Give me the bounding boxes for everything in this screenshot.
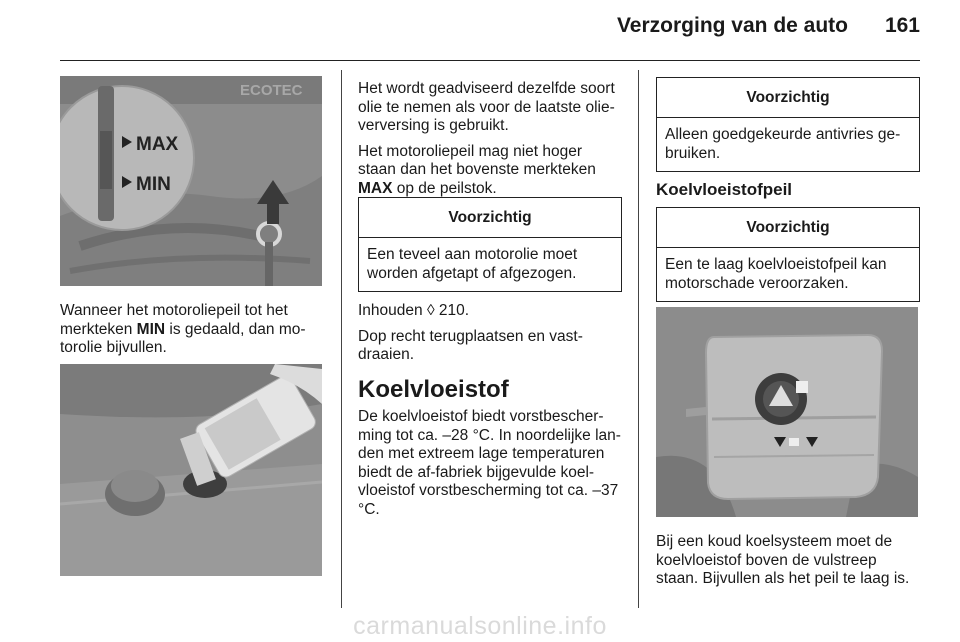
section-heading-coolant: Koelvloeistof bbox=[358, 376, 509, 403]
column-2-text-mid bbox=[358, 302, 622, 372]
section-heading-coolant-level: Koelvloeistofpeil bbox=[656, 180, 793, 199]
page-header-title: Verzorging van de auto bbox=[616, 14, 848, 37]
cap-replace-paragraph: Dop recht terugplaatsen en vast-draaien. bbox=[358, 327, 583, 363]
coolant-reservoir-illustration bbox=[656, 307, 918, 517]
engine-cover-text: ECOTEC bbox=[240, 82, 303, 99]
dipstick-illustration bbox=[60, 76, 322, 286]
caution-body: Een teveel aan motorolie moet worden afgetapt of afgezogen. bbox=[367, 246, 578, 282]
caution-box-coolant-level bbox=[656, 207, 920, 302]
caution-box-antifreeze bbox=[656, 77, 920, 172]
page-number: 161 bbox=[884, 14, 920, 37]
caution-title: Voorzichtig bbox=[657, 208, 919, 248]
header-divider bbox=[60, 60, 920, 61]
caution-body: Een te laag koelvloeistofpeil kan motorschade veroorzaken. bbox=[665, 256, 887, 292]
same-oil-paragraph: Het wordt geadviseerd dezelfde soort olie te nemen als voor de laatste olie-verversing is gebruikt. bbox=[358, 80, 615, 134]
coolant-level-paragraph: Bij een koud koelsysteem moet de koelvloeistof boven de vulstreep staan. Bijvullen als het peil te laag is. bbox=[656, 533, 910, 587]
caution-title: Voorzichtig bbox=[657, 78, 919, 118]
max-level-paragraph: Het motoroliepeil mag niet hoger staan dan het bovenste merkteken MAX op de peilstok. bbox=[358, 142, 596, 197]
oil-filling-illustration bbox=[60, 364, 322, 576]
watermark: carmanualsonline.info bbox=[353, 612, 607, 640]
capacities-paragraph: Inhouden ◊ 210. bbox=[358, 302, 470, 319]
column-divider-2 bbox=[638, 70, 639, 608]
coolant-protection-paragraph: De koelvloeistof biedt vorstbescher-ming tot ca. –28 °C. In noordelijke lan-den met extreem lage temperaturen biedt de af-fabriek bijgevulde koel-vloeistof vorstbescherming tot ca. –37 °C. bbox=[358, 408, 621, 518]
min-mark-label: MIN bbox=[136, 174, 171, 195]
max-mark-label: MAX bbox=[136, 134, 179, 155]
caution-body: Alleen goedgekeurde antivries ge-bruiken. bbox=[665, 126, 901, 162]
oil-min-paragraph: Wanneer het motoroliepeil tot het merkteken MIN is gedaald, dan mo-torolie bijvullen. bbox=[60, 302, 306, 356]
caution-title: Voorzichtig bbox=[359, 198, 621, 238]
column-divider-1 bbox=[341, 70, 342, 608]
column-2-text-top bbox=[358, 80, 622, 205]
caution-box-oil bbox=[358, 197, 622, 292]
